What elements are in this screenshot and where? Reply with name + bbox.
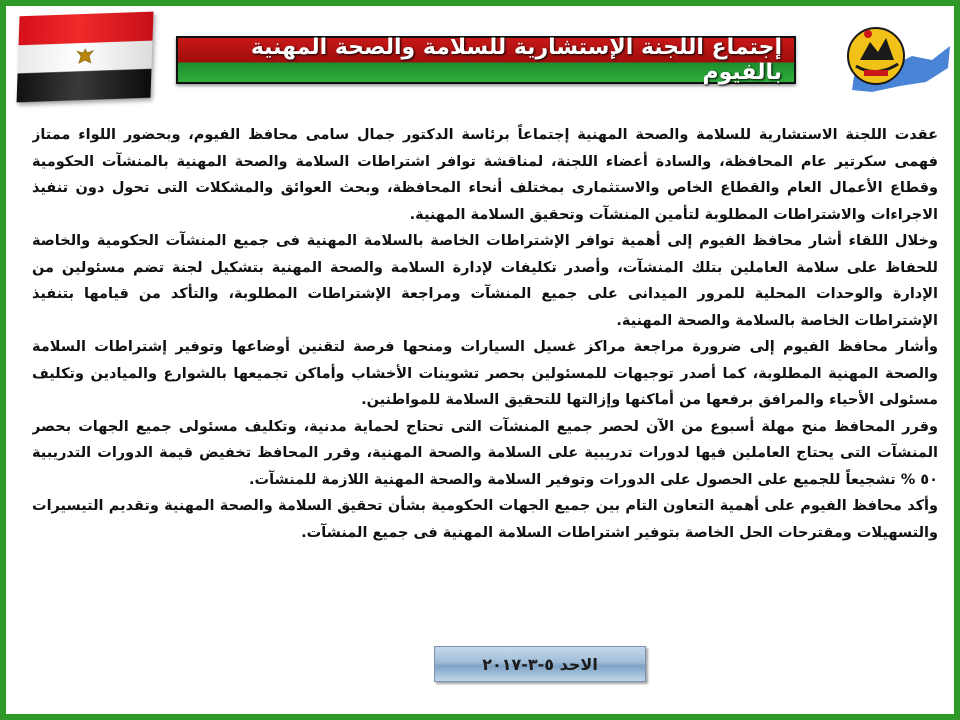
date-text: الاحد ٥-٣-٢٠١٧: [482, 654, 598, 674]
article-paragraph-4: وقرر المحافظ منح مهلة أسبوع من الآن لحصر جميع المنشآت التى تحتاج لحماية مدنية، وتكليف مسئولى جميع الجهات بحصر المنشآت التى يحتاج العاملين فيها لدورات تدريبية على السلامة والصحة المهنية، وقرر المحافظ تخفيض قيمة الدورات التدريبية ٥٠ % تشجيعاً للجميع على الحصول على الدورات وتوفير السلامة والصحة المهنية اللازمة للمنشآت.: [32, 418, 938, 488]
eagle-icon: [74, 47, 97, 68]
article-paragraph-5: وأكد محافظ الفيوم على أهمية التعاون التام بين جميع الجهات الحكومية بشأن تحقيق السلامة والصحة المهنية وتقديم التيسيرات والتسهيلات ومقترحات الحل الخاصة بتوفير اشتراطات السلامة المهنية فى جميع المنشآت.: [32, 498, 938, 541]
fayoum-governorate-logo-icon: [842, 16, 954, 106]
page-frame: [6, 6, 954, 714]
article-paragraph-2: وخلال اللقاء أشار محافظ الفيوم إلى أهمية توافر الإشتراطات الخاصة بالسلامة المهنية فى جميع المنشآت الحكومية والخاصة للحفاظ على سلامة العاملين بتلك المنشآت، وأصدر تكليفات لإدارة السلامة والصحة المهنية بتشكيل لجنة تضم مسئولين من الإدارة والوحدات المحلية للمرور الميدانى على جميع المنشآت ومراجعة الإشتراطات المطلوبة، والتأكد من قيامها بتنفيذ الإشتراطات الخاصة بالسلامة والصحة المهنية.: [32, 233, 938, 329]
date-badge: [434, 646, 646, 682]
article-paragraph-1: عقدت اللجنة الاستشارية للسلامة والصحة المهنية إجتماعاً برئاسة الدكتور جمال سامى محافظ الفيوم، وبحضور اللواء ممتاز فهمى سكرتير عام المحافظة، والسادة أعضاء اللجنة، لمناقشة توافر اشتراطات السلامة والصحة المهنية بالمنشآت الحكومية وقطاع الأعمال العام والقطاع الخاص والاستثمارى بمختلف أنحاء المحافظة، وبحث العوائق والمشكلات التى تحول دون تنفيذ الاجراءات والاشتراطات المطلوبة لتأمين المنشآت وتحقيق السلامة المهنية.: [32, 127, 938, 223]
egypt-flag-icon: [17, 12, 154, 103]
page-title: إجتماع اللجنة الإستشارية للسلامة والصحة المهنية بالفيوم: [250, 35, 782, 85]
page-title-banner: [176, 36, 796, 84]
article-body: [32, 122, 938, 542]
article-paragraph-3: وأشار محافظ الفيوم إلى ضرورة مراجعة مراكز غسيل السيارات ومنحها فرصة لتقنين أوضاعها وتوفير إشتراطات السلامة والصحة المهنية المطلوبة، كما أصدر توجيهات للمسئولين بحصر تشوينات الأخشاب وأماكن تجميعها بالشوارع والميادين وتكليف مسئولى الأحياء والمرافق برفعها من أماكنها وإزالتها للتحقيق السلامة للمواطنين.: [32, 339, 938, 408]
